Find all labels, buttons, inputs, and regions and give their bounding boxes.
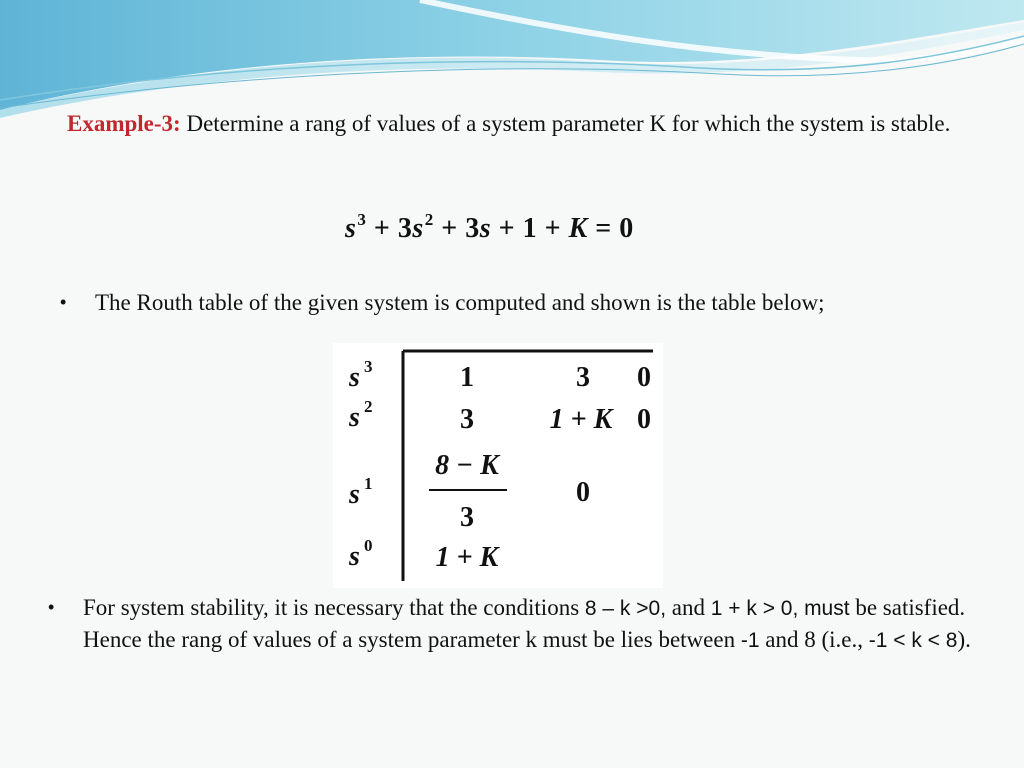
range-inequality: -1 < k < 8 <box>868 629 958 652</box>
cell-s3-c2: 3 <box>576 362 590 393</box>
bullet-text <box>83 592 983 656</box>
text-part: be satisfied. Hence the rang of values of a system parameter k must be lies between <box>83 595 966 652</box>
lower-bound: -1 <box>740 629 760 652</box>
must-word: must <box>804 597 850 620</box>
condition-2: 1 + k > 0, <box>710 597 799 620</box>
example-text: Determine a rang of values of a system parameter K for which the system is stable. <box>180 111 951 136</box>
cell-s3-c3: 0 <box>637 362 651 393</box>
text-part: For system stability, it is necessary that the conditions <box>83 595 585 620</box>
row-label-s2 <box>348 397 373 433</box>
row-label-s0 <box>348 536 373 572</box>
text-part: and 8 (i.e., <box>759 627 869 652</box>
svg-text:s: s <box>349 479 360 510</box>
eq-exp-3: 3 <box>357 210 367 229</box>
svg-text:s: s <box>349 402 360 433</box>
svg-text:2: 2 <box>364 397 373 416</box>
eq-var-s: s <box>412 213 424 244</box>
example-label: Example-3: <box>67 111 181 136</box>
svg-text:3: 3 <box>364 357 373 376</box>
row-label-s1 <box>348 474 373 510</box>
eq-var-s: s <box>345 213 357 244</box>
cell-s1-c2: 0 <box>576 477 590 508</box>
header-wave-banner <box>0 0 1024 120</box>
characteristic-equation <box>345 210 634 245</box>
eq-term-3: + 3 <box>366 213 413 244</box>
svg-text:1: 1 <box>364 474 373 493</box>
cell-s3-c1: 1 <box>460 362 474 393</box>
bullet-icon: • <box>48 597 55 617</box>
cell-s1-denominator: 3 <box>460 502 474 533</box>
eq-exp-2: 2 <box>424 210 434 229</box>
svg-text:s: s <box>349 362 360 393</box>
cell-s2-c2: 1 + K <box>549 404 613 435</box>
eq-var-s: s <box>479 213 492 244</box>
eq-term-3s: + 3 <box>433 213 480 244</box>
cell-s2-c3: 0 <box>637 404 651 435</box>
eq-var-k: K <box>568 213 588 244</box>
condition-1: 8 – k >0, <box>584 597 667 620</box>
cell-s2-c1: 3 <box>460 404 474 435</box>
cell-s0-c1: 1 + K <box>435 542 499 573</box>
row-label-s3 <box>348 357 373 393</box>
eq-term-1: + 1 + <box>491 213 569 244</box>
svg-text:s: s <box>349 541 360 572</box>
cell-s1-numerator: 8 − K <box>435 450 499 481</box>
svg-text:0: 0 <box>364 536 373 555</box>
routh-table <box>333 343 663 588</box>
text-part: ). <box>957 627 971 652</box>
eq-equals: = 0 <box>587 213 634 244</box>
text-part: and <box>666 595 711 620</box>
bullet-text: The Routh table of the given system is computed and shown is the table below; <box>95 290 825 315</box>
example-title <box>67 108 967 139</box>
bullet-icon: • <box>60 292 67 312</box>
